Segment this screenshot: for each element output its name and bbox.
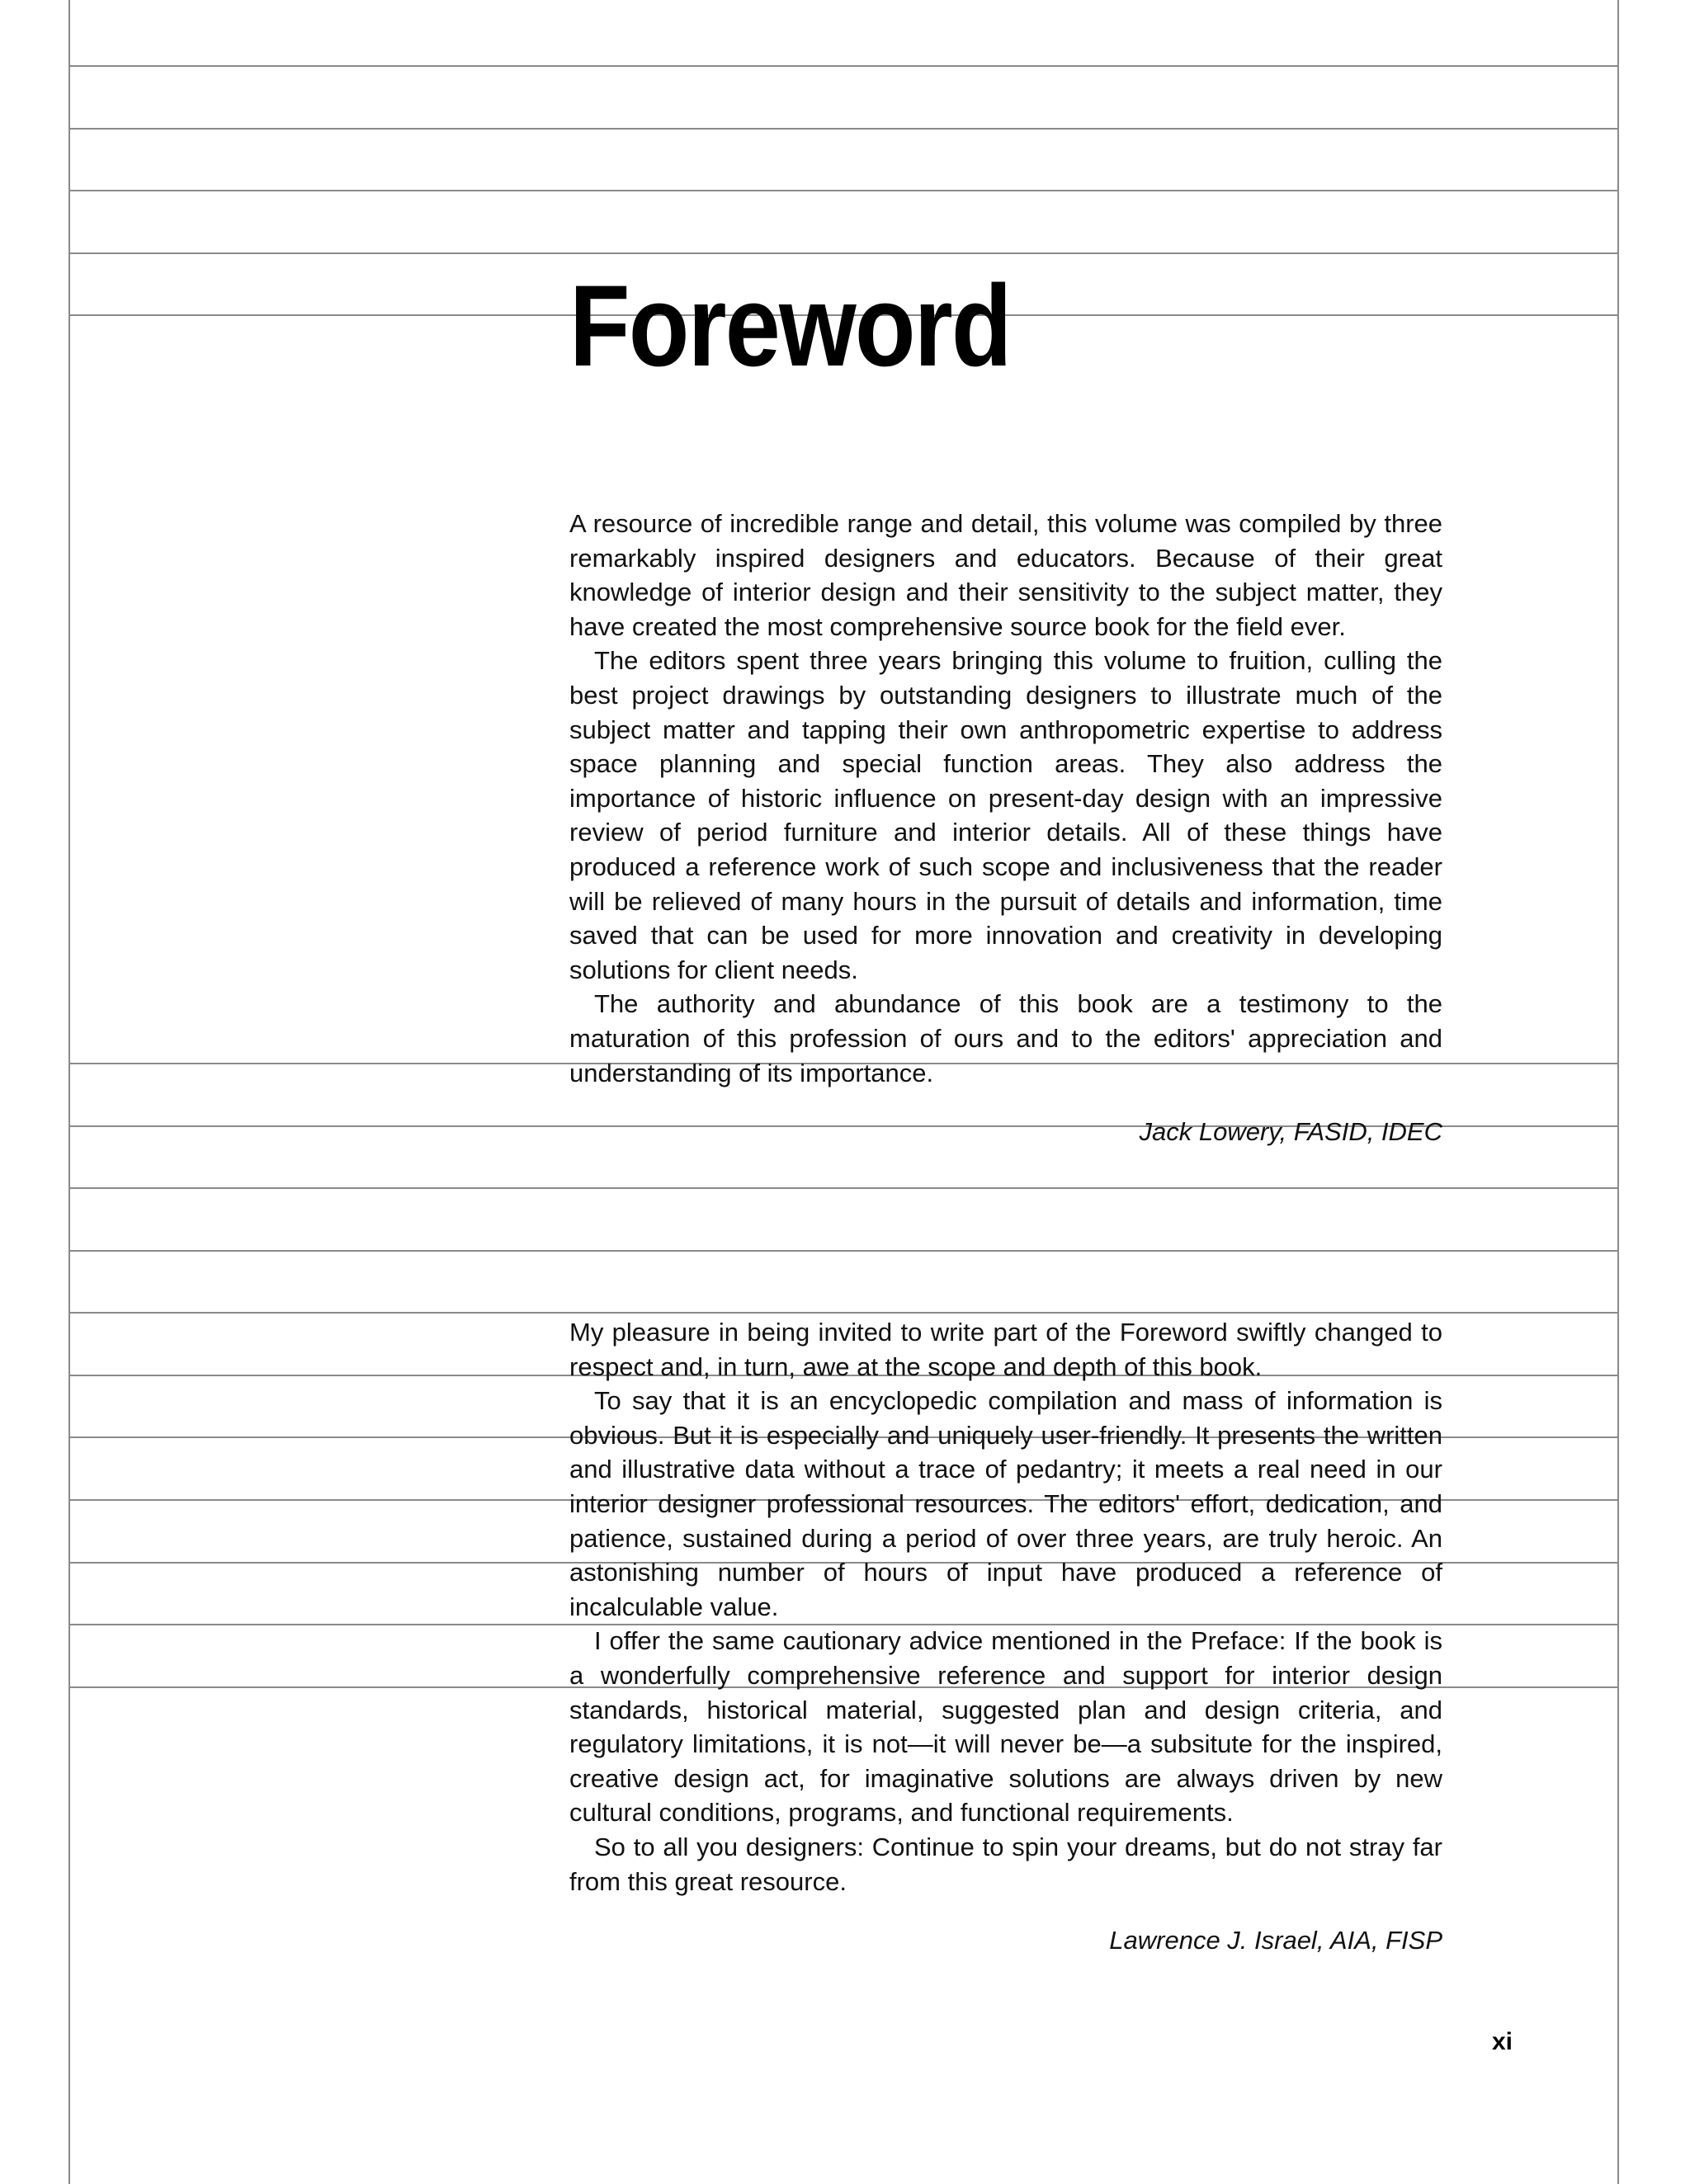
frame-right-line <box>1617 0 1619 2184</box>
page-title: Foreword <box>569 261 1011 390</box>
paragraph: I offer the same cautionary advice mentioned in the Preface: If the book is a wonderfully comprehensive reference and support for interior design standards, historical material, suggested plan and design criteria, and regulatory limitations, it is not—it will never be—a subsitute for the inspired, creative design act, for imaginative solutions are always driven by new cultural conditions, programs, and functional requirements. <box>569 1626 1442 1828</box>
paragraph: A resource of incredible range and detail, this volume was compiled by three remarkably inspired designers and educators. Because of their great knowledge of interior design and their sensitivity to the subject matter, they have created the most comprehensive source book for the field ever. <box>569 509 1442 641</box>
paragraph: So to all you designers: Continue to spin your dreams, but do not stray far from this great resource. <box>569 1832 1442 1896</box>
page-number: xi <box>1492 2028 1513 2055</box>
frame-rule <box>69 252 1619 254</box>
paragraph: The authority and abundance of this book are a testimony to the maturation of this profession of ours and to the editors' appreciation and understanding of its importance. <box>569 989 1442 1087</box>
paragraph: My pleasure in being invited to write part of the Foreword swiftly changed to respect and, in turn, awe at the scope and depth of this book. <box>569 1318 1442 1381</box>
frame-rule <box>69 190 1619 191</box>
author-signature: Lawrence J. Israel, AIA, FISP <box>1109 1926 1442 1955</box>
frame-rule <box>69 1250 1619 1252</box>
frame-rule <box>69 128 1619 130</box>
frame-rule <box>69 1312 1619 1314</box>
frame-left-line <box>68 0 70 2184</box>
author-signature: Jack Lowery, FASID, IDEC <box>1139 1117 1442 1147</box>
foreword-section-1 <box>569 507 1442 1149</box>
frame-rule <box>69 65 1619 67</box>
paragraph: The editors spent three years bringing this volume to fruition, culling the best project drawings by outstanding designers to illustrate much of the subject matter and tapping their own anthropometric expertise to address space planning and special function areas. They also address the importance of historic influence on present-day design with an impressive review of period furniture and interior details. All of these things have produced a reference work of such scope and inclusiveness that the reader will be relieved of many hours in the pursuit of details and information, time saved that can be used for more innovation and creativity in developing solutions for client needs. <box>569 646 1442 984</box>
frame-rule <box>69 1187 1619 1189</box>
paragraph: To say that it is an encyclopedic compilation and mass of information is obvious. But it is especially and uniquely user-friendly. It presents the written and illustrative data without a trace of pedantry; it meets a real need in our interior designer professional resources. The editors' effort, dedication, and patience, sustained during a period of over three years, are truly heroic. An astonishing number of hours of input have produced a reference of incalculable value. <box>569 1386 1442 1621</box>
foreword-section-2 <box>569 1315 1442 1958</box>
